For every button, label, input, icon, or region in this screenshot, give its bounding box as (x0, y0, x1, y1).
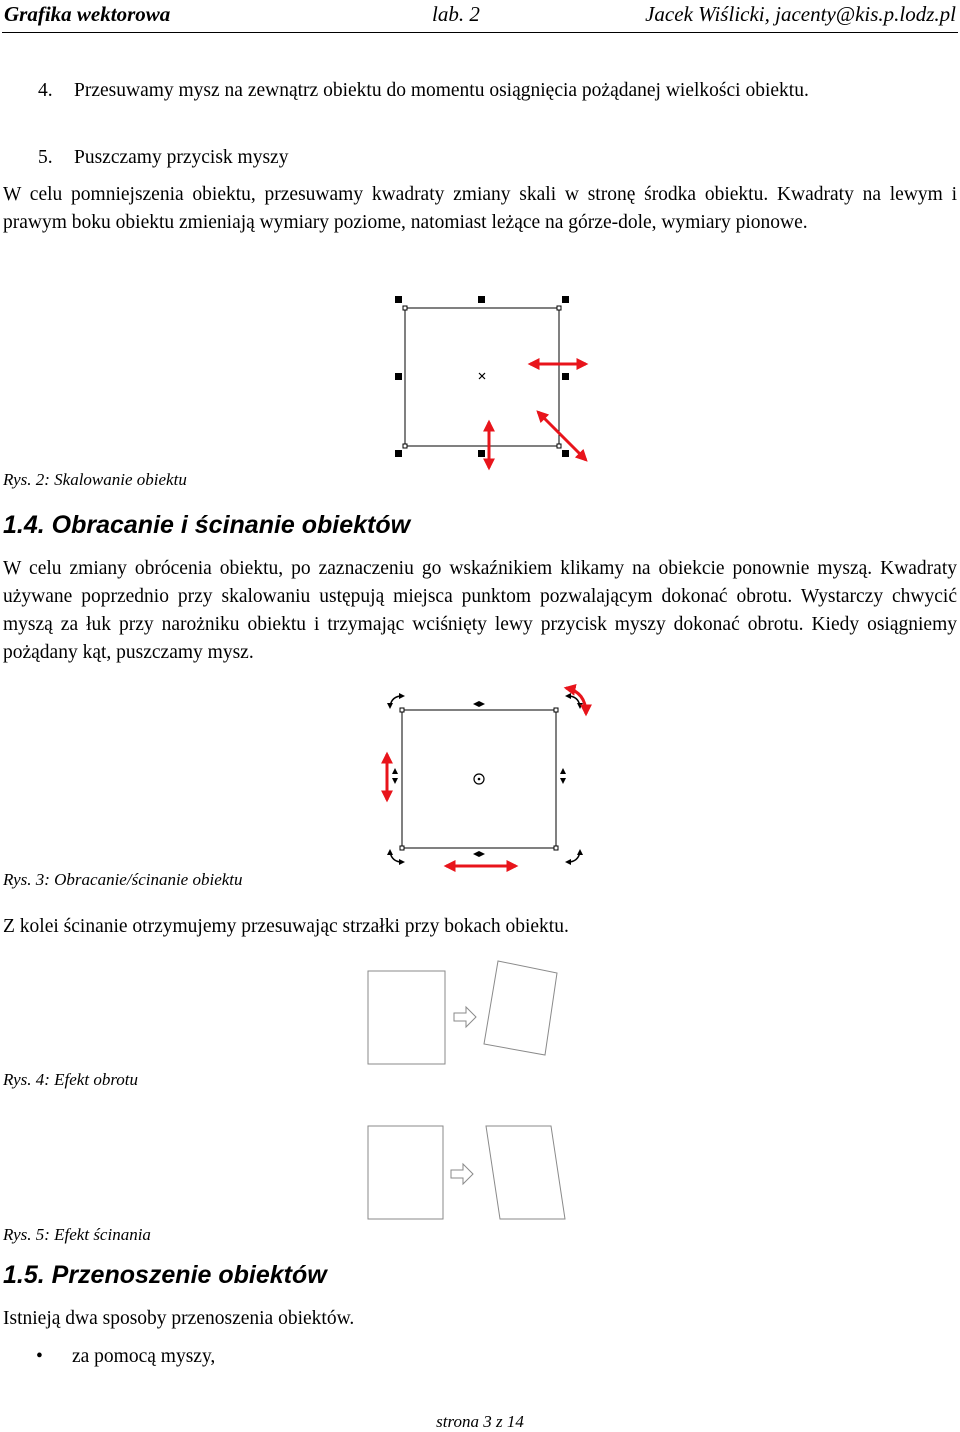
center-cross-icon (479, 373, 485, 379)
header-rule (2, 32, 958, 33)
list-item-text: Przesuwamy mysz na zewnątrz obiektu do momentu osiągnięcia pożądanej wielkości obiektu. (74, 80, 809, 101)
figure-rotation (380, 682, 595, 872)
right-arrow-icon (454, 1007, 476, 1027)
header-lab: lab. 2 (432, 2, 480, 26)
caption-fig3: Rys. 3: Obracanie/ścinanie obiektu (3, 870, 243, 889)
right-arrow-icon (451, 1164, 473, 1184)
figure-rotation-effect (360, 958, 570, 1073)
header-author: Jacek Wiślicki, jacenty@kis.p.lodz.pl (645, 2, 956, 26)
caption-fig4: Rys. 4: Efekt obrotu (3, 1070, 139, 1089)
caption-fig5: Rys. 5: Efekt ścinania (3, 1225, 151, 1244)
paragraph-shear: Z kolei ścinanie otrzymujemy przesuwając strzałki przy bokach obiektu. (3, 916, 569, 937)
rotation-handle-tips (387, 693, 583, 865)
paragraph-moving: Istnieją dwa sposoby przenoszenia obiektów. (3, 1308, 355, 1329)
object-outline (405, 308, 559, 446)
paragraph-scaling: W celu pomniejszenia obiektu, przesuwamy kwadraty zmiany skali w stronę środka obiektu. Kwadraty na lewym i prawym boku obiektu zmieniają wymiary poziome, natomiast leżące na górze-dole, wymiary pionowe. (3, 184, 957, 233)
section-heading: 1.5. Przenoszenie obiektów (3, 1261, 327, 1289)
bullet-text: za pomocą myszy, (72, 1346, 216, 1367)
rotated-square (484, 961, 557, 1055)
caption-fig2: Rys. 2: Skalowanie obiektu (3, 470, 187, 489)
rotation-handle-icons (390, 696, 580, 862)
sheared-square (486, 1126, 565, 1219)
figure-shear-effect (360, 1120, 575, 1225)
figure-scaling (388, 292, 608, 467)
bullet-icon: • (36, 1346, 43, 1367)
original-square (368, 1126, 443, 1219)
page-footer: strona 3 z 14 (436, 1412, 524, 1431)
rotation-arc-arrow-icon (566, 688, 586, 714)
list-item-text: Puszczamy przycisk myszy (74, 147, 289, 168)
paragraph-rotation: W celu zmiany obrócenia obiektu, po zaznaczeniu go wskaźnikiem klikamy na obiekcie ponownie myszą. Kwadraty używane poprzednio przy skalowaniu ustępują miejsca punktom pozwalającym dokonać obrotu. Wystarczy chwycić myszą za łuk przy narożniku obiektu i trzymając wciśnięty lewy przycisk myszy dokonać obrotu. Kiedy osiągniemy pożądany kąt, puszczamy mysz. (3, 558, 957, 663)
header-title: Grafika wektorowa (4, 2, 171, 26)
corner-nodes (403, 306, 561, 448)
list-item-number: 4. (38, 80, 53, 101)
original-square (368, 971, 445, 1064)
list-item-number: 5. (38, 147, 53, 168)
section-heading: 1.4. Obracanie i ścinanie obiektów (3, 511, 411, 539)
rotation-center-icon (474, 774, 484, 784)
